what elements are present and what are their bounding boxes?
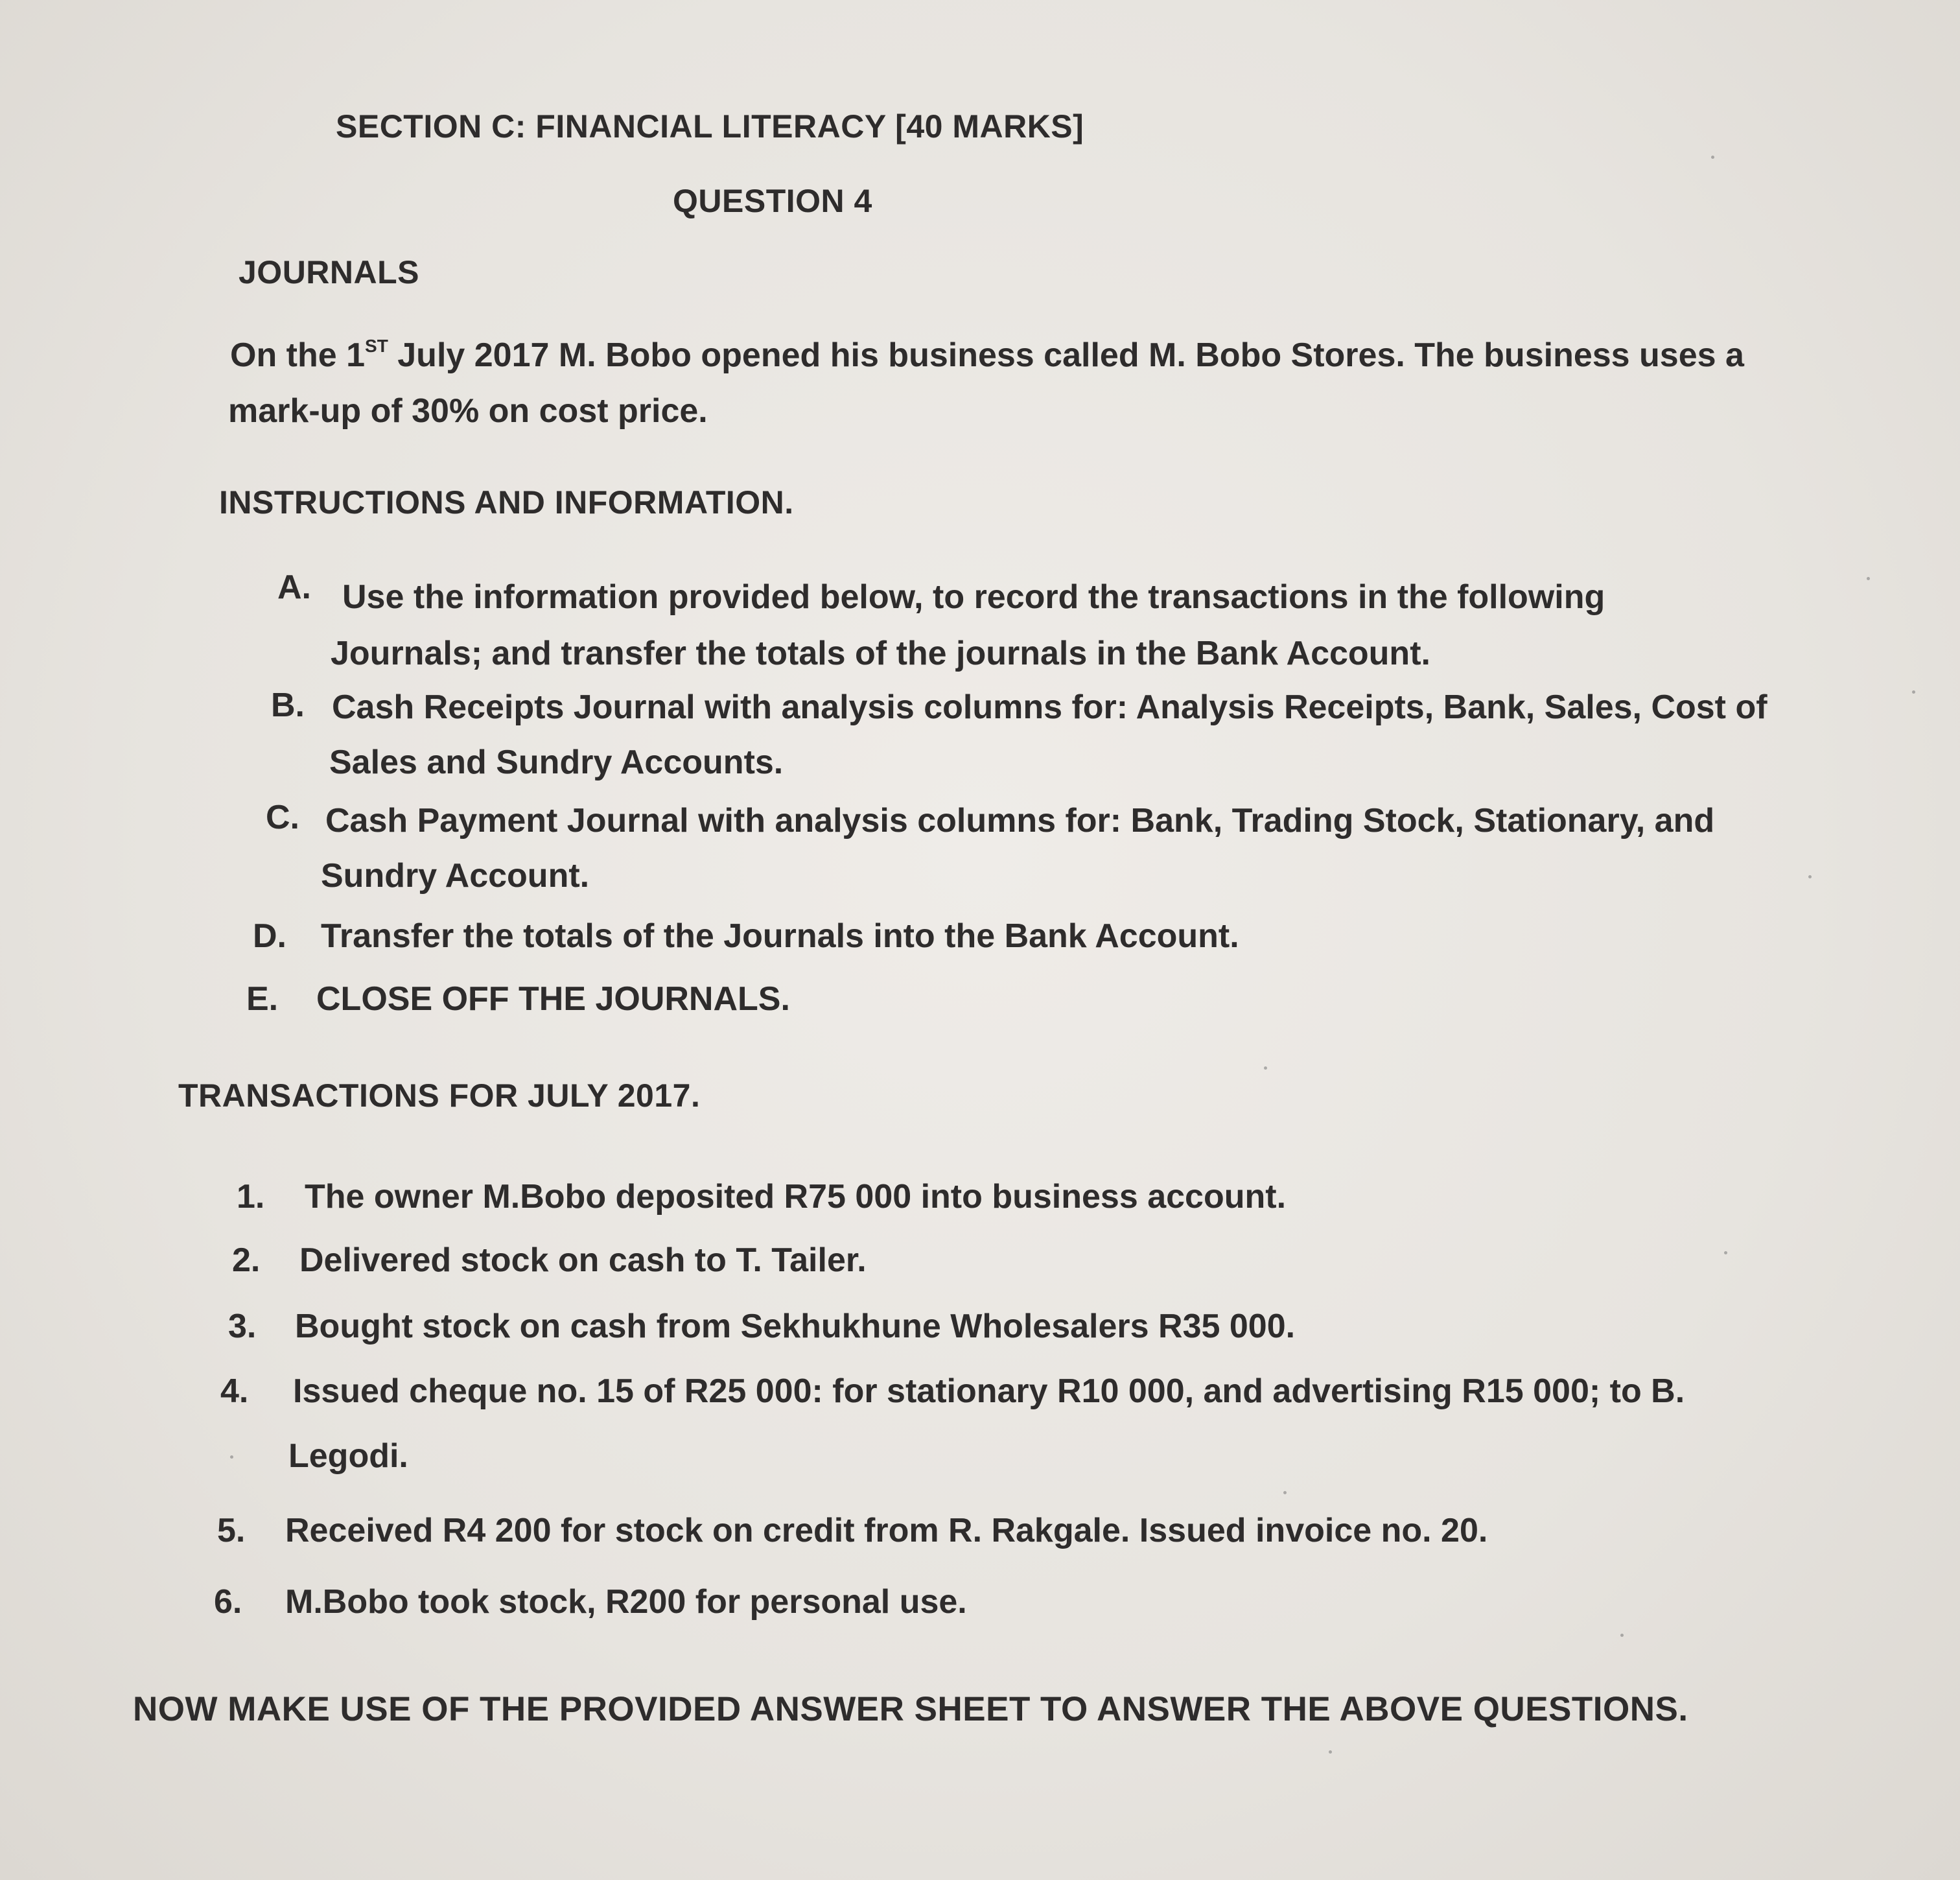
instruction-letter: D. <box>253 917 286 955</box>
instruction-text: Transfer the totals of the Journals into the Bank Account. <box>321 917 1239 955</box>
topic-heading: JOURNALS <box>239 254 420 290</box>
instruction-text: Sundry Account. <box>321 857 590 895</box>
transaction-text: The owner M.Bobo deposited R75 000 into business account. <box>305 1178 1287 1216</box>
transaction-number: 2. <box>232 1241 261 1279</box>
instruction-letter: A. <box>277 569 311 606</box>
instruction-letter: B. <box>271 687 305 724</box>
footer-instruction: NOW MAKE USE OF THE PROVIDED ANSWER SHEET TO ANSWER THE ABOVE QUESTIONS. <box>133 1690 1688 1728</box>
photocopy-speck <box>1912 690 1915 694</box>
intro-line-2: mark-up of 30% on cost price. <box>228 392 708 430</box>
transactions-heading: TRANSACTIONS FOR JULY 2017. <box>178 1077 701 1114</box>
instructions-heading: INSTRUCTIONS AND INFORMATION. <box>219 484 794 521</box>
transaction-number: 4. <box>220 1372 249 1410</box>
instruction-letter: C. <box>266 799 299 836</box>
transaction-number: 1. <box>237 1178 265 1216</box>
photocopy-speck <box>230 1455 233 1459</box>
transaction-text: Bought stock on cash from Sekhukhune Wholesalers R35 000. <box>295 1308 1296 1345</box>
photocopy-speck <box>1620 1634 1624 1637</box>
photocopy-speck <box>1808 875 1812 878</box>
transaction-number: 3. <box>228 1308 257 1345</box>
photocopy-speck <box>1264 1066 1267 1070</box>
transaction-text: Delivered stock on cash to T. Tailer. <box>299 1241 867 1279</box>
instruction-text: Cash Receipts Journal with analysis columns for: Analysis Receipts, Bank, Sales, Cost of <box>332 688 1768 726</box>
instruction-text: Use the information provided below, to record the transactions in the following <box>342 578 1605 616</box>
photocopy-speck <box>1724 1251 1727 1254</box>
photocopy-speck <box>1329 1750 1332 1754</box>
intro-line-1-pre: On the 1 <box>230 336 366 374</box>
question-title: QUESTION 4 <box>673 183 872 219</box>
photocopy-speck <box>1283 1491 1287 1494</box>
instruction-letter: E. <box>246 980 279 1018</box>
intro-ordinal-sup: ST <box>365 336 388 356</box>
transaction-text: M.Bobo took stock, R200 for personal use. <box>285 1583 967 1621</box>
photocopy-speck <box>1867 577 1870 580</box>
instruction-text: Cash Payment Journal with analysis columns for: Bank, Trading Stock, Stationary, and <box>325 802 1715 840</box>
transaction-text: Legodi. <box>288 1437 408 1475</box>
section-title: SECTION C: FINANCIAL LITERACY [40 MARKS] <box>336 108 1084 145</box>
transaction-text: Received R4 200 for stock on credit from R. Rakgale. Issued invoice no. 20. <box>285 1512 1488 1549</box>
transaction-text: Issued cheque no. 15 of R25 000: for stationary R10 000, and advertising R15 000; to B. <box>293 1372 1685 1410</box>
intro-line-1-post: July 2017 M. Bobo opened his business called M. Bobo Stores. The business uses a <box>388 336 1744 374</box>
photocopy-speck <box>1711 156 1714 159</box>
transaction-number: 6. <box>214 1583 242 1621</box>
transaction-number: 5. <box>217 1512 246 1549</box>
intro-line-1 <box>230 337 1744 372</box>
instruction-text: CLOSE OFF THE JOURNALS. <box>316 980 790 1018</box>
instruction-text: Journals; and transfer the totals of the journals in the Bank Account. <box>331 635 1430 672</box>
instruction-text: Sales and Sundry Accounts. <box>329 744 784 781</box>
